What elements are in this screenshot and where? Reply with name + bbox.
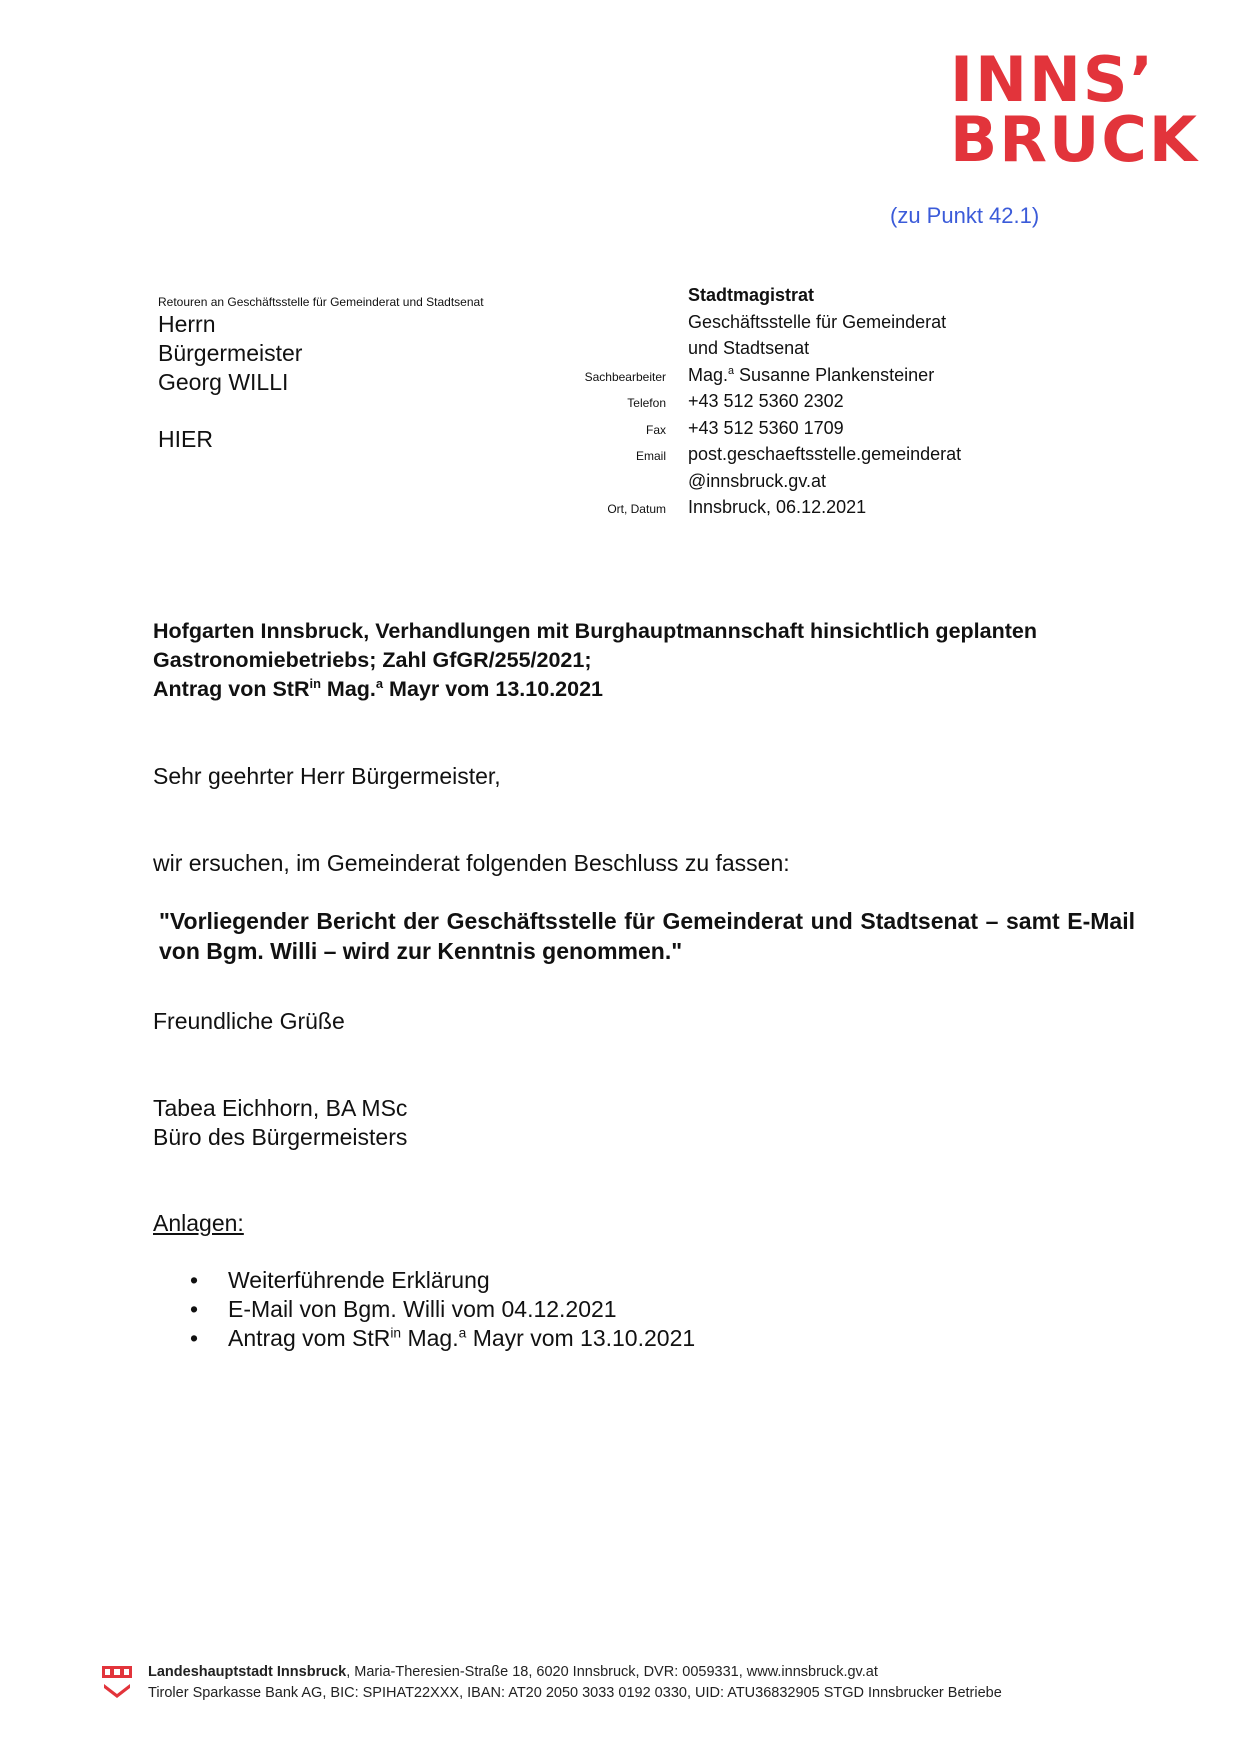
city-crest-icon: [102, 1664, 132, 1700]
recipient-salutation: Herrn: [158, 311, 216, 337]
agenda-reference: (zu Punkt 42.1): [890, 203, 1040, 228]
list-item: • E-Mail von Bgm. Willi vom 04.12.2021: [190, 1296, 617, 1322]
signature-block: [153, 1094, 407, 1152]
list-item: • Antrag vom StR$^{in}$ Mag.$^a$ Mayr vom 13.10.2021: [190, 1325, 696, 1351]
request-text: wir ersuchen, im Gemeinderat folgenden Beschluss zu fassen:: [153, 850, 790, 876]
recipient-address: [158, 310, 302, 454]
innsbruck-logo: [950, 43, 1199, 176]
recipient-title: Bürgermeister: [158, 340, 303, 366]
subject-line-3: Antrag von StR$^{in}$ Mag.$^a$ Mayr vom 13.10.2021: [153, 675, 604, 701]
subject-line-1: Hofgarten Innsbruck, Verhandlungen mit Burghauptmannschaft hinsichtlich geplanten: [153, 619, 1037, 643]
return-address-line: Retouren an Geschäftsstelle für Gemeinderat und Stadtsenat: [158, 295, 484, 309]
sender-dept-line2: und Stadtsenat: [688, 338, 810, 358]
sender-org: Stadtmagistrat: [688, 285, 815, 305]
email-value-line2[interactable]: @innsbruck.gv.at: [688, 470, 826, 491]
fax-label: Fax: [645, 422, 666, 437]
page-footer: [102, 1662, 1002, 1704]
resolution-text: "Vorliegender Bericht der Geschäftsstelle für Gemeinderat und Stadtsenat – samt E-Mail von Bgm. Willi – wird zur Kenntnis genommen.": [159, 908, 1135, 964]
subject-line-2: Gastronomiebetriebs; Zahl GfGR/255/2021;: [153, 648, 592, 672]
date-value: Innsbruck, 06.12.2021: [688, 497, 867, 517]
clerk-label: Sachbearbeiter: [584, 369, 666, 384]
footer-line-1: Landeshauptstadt Innsbruck, Maria-Theresien-Straße 18, 6020 Innsbruck, DVR: 0059331, www.innsbruck.gv.at: [148, 1664, 878, 1680]
signature-office: Büro des Bürgermeisters: [153, 1124, 408, 1150]
signature-name: Tabea Eichhorn, BA MSc: [153, 1095, 408, 1121]
clerk-value: Mag.$^a$ Susanne Plankensteiner: [688, 364, 935, 385]
subject-heading: [153, 617, 1143, 704]
recipient-name: Georg WILLI: [158, 369, 289, 395]
email-label: Email: [635, 449, 666, 463]
date-label: Ort, Datum: [607, 502, 666, 516]
fax-value: +43 512 5360 1709: [688, 417, 844, 438]
sender-info-block: [560, 285, 1040, 524]
recipient-location: HIER: [158, 426, 213, 452]
logo-line-2: BRUCK: [950, 103, 1199, 176]
attachments-list: [190, 1266, 695, 1353]
list-item: • Weiterführende Erklärung: [190, 1267, 490, 1293]
closing-text: Freundliche Grüße: [153, 1008, 345, 1034]
phone-value: +43 512 5360 2302: [688, 391, 844, 411]
attachments-heading: Anlagen:: [153, 1210, 244, 1236]
sender-dept-line1: Geschäftsstelle für Gemeinderat: [688, 311, 947, 332]
letter-salutation: Sehr geehrter Herr Bürgermeister,: [153, 763, 501, 789]
footer-line-2: Tiroler Sparkasse Bank AG, BIC: SPIHAT22XXX, IBAN: AT20 2050 3033 0192 0330, UID: ATU36832905 STGD Innsbrucker Betriebe: [148, 1685, 1002, 1701]
logo-line-1: INNS’: [950, 43, 1156, 116]
email-value-line1[interactable]: post.geschaeftsstelle.gemeinderat: [688, 444, 962, 464]
phone-label: Telefon: [627, 396, 666, 410]
